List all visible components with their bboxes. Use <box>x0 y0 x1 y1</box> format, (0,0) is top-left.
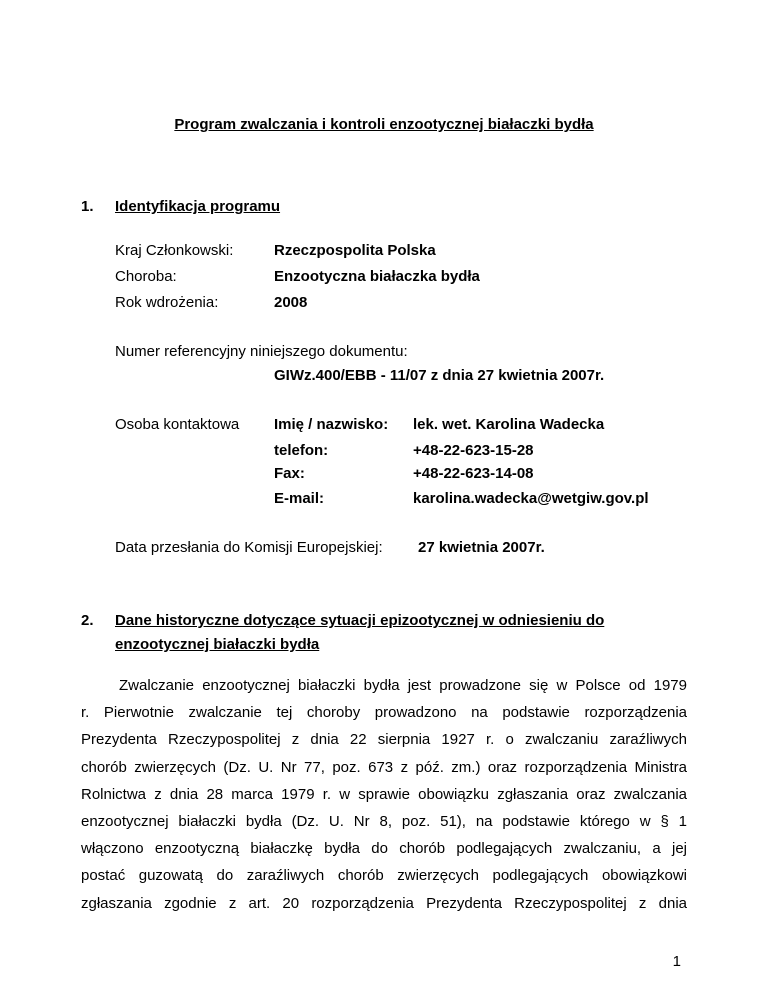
section-2-heading-line-1: Dane historyczne dotyczące sytuacji epizootycznej w odniesieniu do <box>115 612 605 629</box>
paragraph-line: Zwalczanie enzootycznej białaczki bydła jest prowadzone się w Polsce od 1979 <box>119 677 687 694</box>
section-1-heading: Identyfikacja programu <box>115 198 281 215</box>
page-number: 1 <box>672 953 681 970</box>
contact-value-name: lek. wet. Karolina Wadecka <box>413 416 605 433</box>
reference-label: Numer referencyjny niniejszego dokumentu: <box>115 343 408 360</box>
contact-key-email: E-mail: <box>274 490 325 507</box>
section-2-paragraph <box>81 672 687 917</box>
paragraph-line: włączono enzootyczną białaczkę bydła do chorób podlegających zwalczaniu, a jej <box>81 840 687 858</box>
contact-key-phone: telefon: <box>274 442 329 459</box>
contact-value-email: karolina.wadecka@wetgiw.gov.pl <box>413 490 649 507</box>
reference-value: GIWz.400/EBB - 11/07 z dnia 27 kwietnia 2007r. <box>274 367 605 384</box>
contact-value-fax: +48-22-623-14-08 <box>413 465 534 482</box>
paragraph-line: enzootycznej białaczki bydła (Dz. U. Nr 8, poz. 51), na podstawie którego w § 1 <box>81 813 687 831</box>
document-title: Program zwalczania i kontroli enzootycznej białaczki bydła <box>174 116 594 133</box>
submission-date-value: 27 kwietnia 2007r. <box>418 539 545 556</box>
field-value-disease: Enzootyczna białaczka bydła <box>274 268 480 285</box>
paragraph-line: r. Pierwotnie zwalczanie tej choroby prowadzono na podstawie rozporządzenia <box>81 704 687 722</box>
contact-key-fax: Fax: <box>274 465 305 482</box>
field-value-year: 2008 <box>274 294 308 311</box>
field-label-year: Rok wdrożenia: <box>115 294 219 311</box>
paragraph-line: chorób zwierzęcych (Dz. U. Nr 77, poz. 673 z póź. zm.) oraz rozporządzenia Ministra <box>81 758 687 776</box>
submission-date-label: Data przesłania do Komisji Europejskiej: <box>115 539 383 556</box>
contact-label: Osoba kontaktowa <box>115 416 240 433</box>
section-2-heading-line-2: enzootycznej białaczki bydła <box>115 636 320 653</box>
paragraph-line: postać guzowatą do zaraźliwych chorób zwierzęcych podlegających obowiązkowi <box>81 867 687 885</box>
contact-key-name: Imię / nazwisko: <box>274 416 389 433</box>
field-label-country: Kraj Członkowski: <box>115 242 234 259</box>
paragraph-line: Prezydenta Rzeczypospolitej z dnia 22 sierpnia 1927 r. o zwalczaniu zaraźliwych <box>81 731 687 749</box>
paragraph-line: zgłaszania zgodnie z art. 20 rozporządzenia Prezydenta Rzeczypospolitej z dnia <box>81 894 687 912</box>
section-2-number: 2. <box>81 612 94 629</box>
field-label-disease: Choroba: <box>115 268 177 285</box>
section-1-number: 1. <box>81 198 94 215</box>
contact-value-phone: +48-22-623-15-28 <box>413 442 534 459</box>
field-value-country: Rzeczpospolita Polska <box>274 242 436 259</box>
paragraph-line: Rolnictwa z dnia 28 marca 1979 r. w sprawie obowiązku zgłaszania oraz zwalczania <box>81 785 687 803</box>
